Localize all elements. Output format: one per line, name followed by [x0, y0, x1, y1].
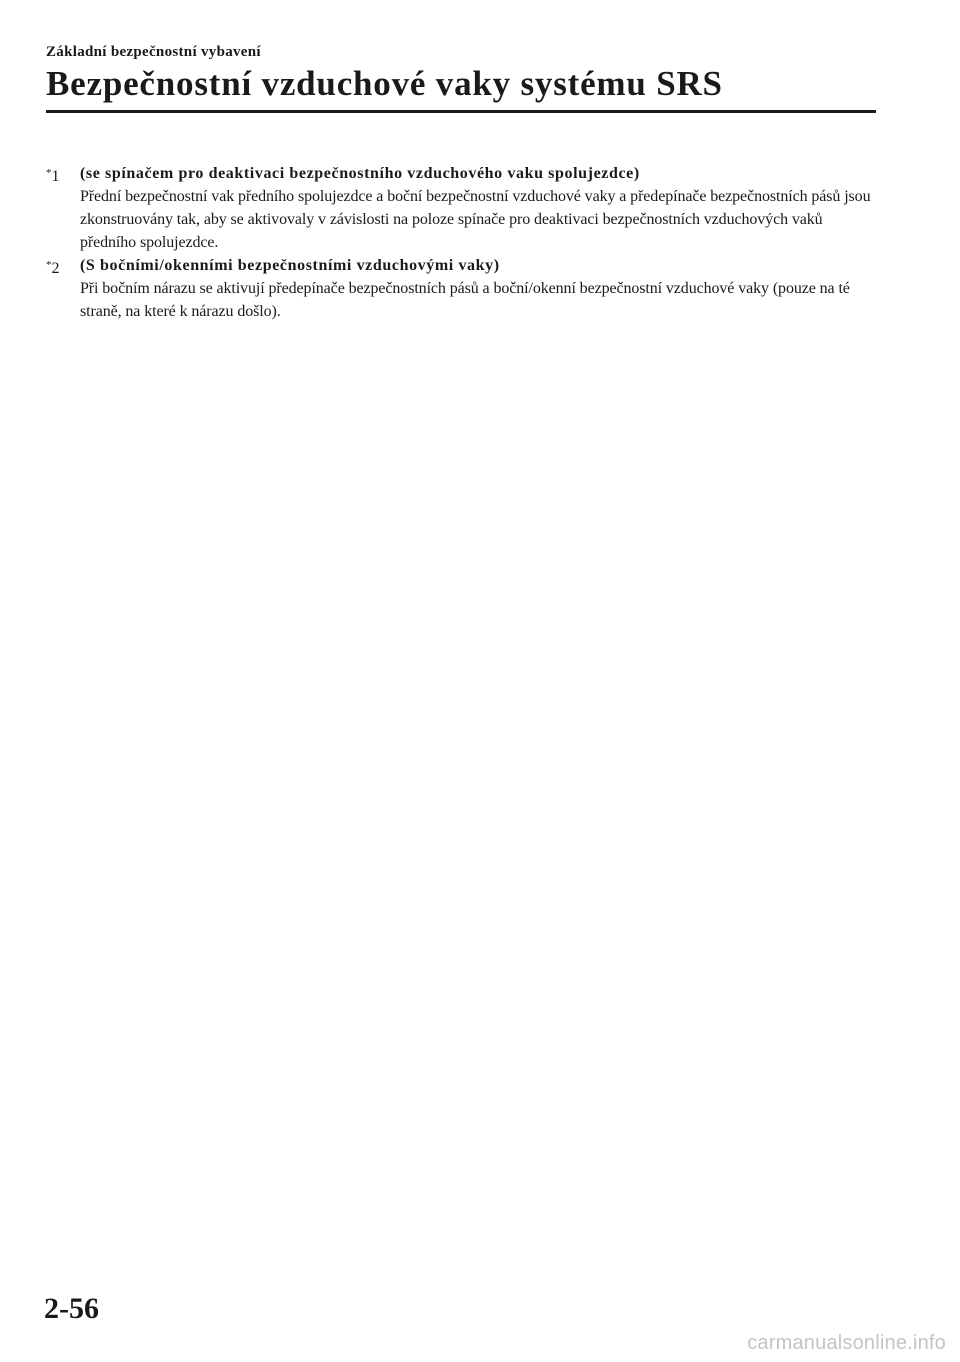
footnote-1: [46, 162, 876, 254]
section-label: Základní bezpečnostní vybavení: [46, 44, 261, 60]
footnote-body: Přední bezpečnostní vak předního spolujezdce a boční bezpečnostní vzduchové vaky a předepínače bezpečnostních pásů jsou zkonstruovány tak, aby se aktivovaly v závislosti na poloze spínače pro deaktivaci bezpečnostních vzduchových vaků předního spolujezdce.: [80, 188, 871, 251]
footnote-number: 2: [51, 260, 60, 277]
footnotes: [46, 162, 876, 323]
footnote-marker: [46, 254, 60, 280]
asterisk: *: [46, 167, 52, 179]
watermark: carmanualsonline.info: [747, 1332, 946, 1354]
footnote-marker: [46, 162, 60, 188]
footnote-heading: (S bočními/okenními bezpečnostními vzduchovými vaky): [80, 257, 500, 274]
footnote-2: [46, 254, 876, 323]
footnote-heading: (se spínačem pro deaktivaci bezpečnostního vzduchového vaku spolujezdce): [80, 165, 640, 182]
footnote-body: Při bočním nárazu se aktivují předepínače bezpečnostních pásů a boční/okenní bezpečnostní vzduchové vaky (pouze na té straně, na které k nárazu došlo).: [80, 280, 850, 320]
page-number: 2-56: [44, 1292, 99, 1325]
asterisk: *: [46, 259, 52, 271]
title-rule: [46, 110, 876, 113]
footnote-number: 1: [51, 168, 60, 185]
page-title: Bezpečnostní vzduchové vaky systému SRS: [46, 64, 723, 103]
